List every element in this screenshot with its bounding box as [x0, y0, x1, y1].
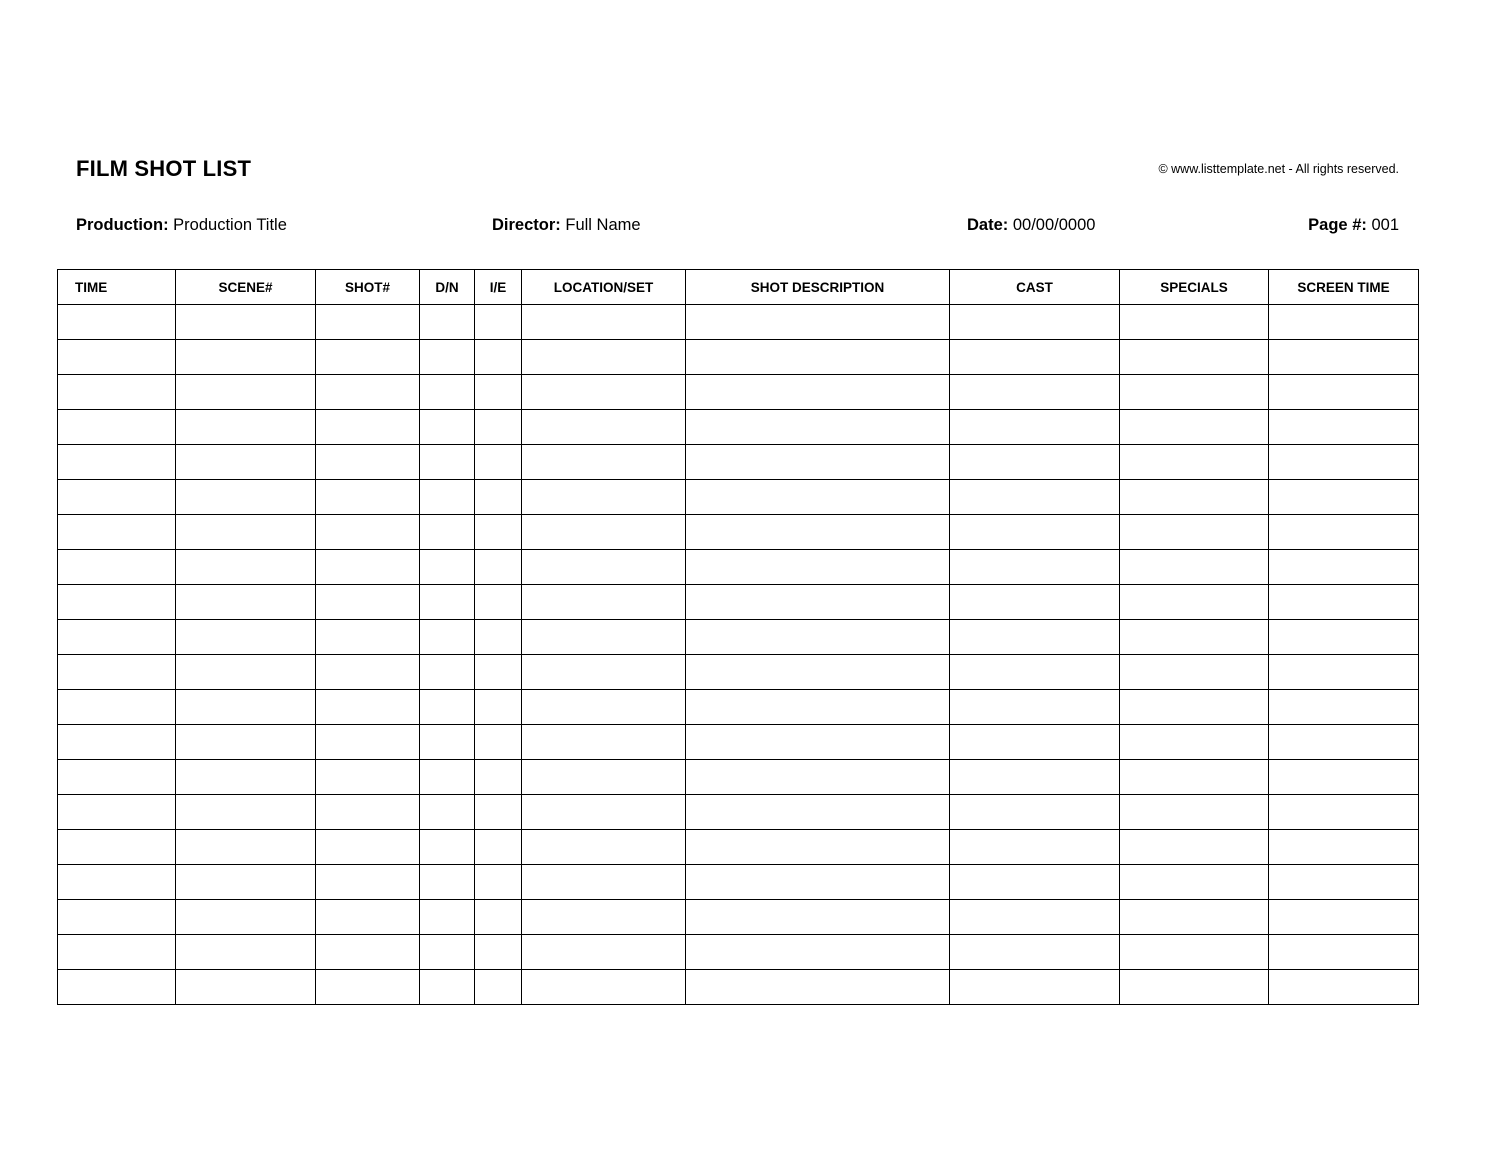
table-cell[interactable] [316, 795, 420, 830]
table-cell[interactable] [1269, 865, 1419, 900]
director-field [492, 216, 641, 235]
table-cell[interactable] [420, 585, 475, 620]
table-cell[interactable] [522, 795, 686, 830]
table-cell[interactable] [1120, 935, 1269, 970]
table-cell[interactable] [176, 340, 316, 375]
table-cell[interactable] [58, 515, 176, 550]
table-cell[interactable] [1120, 970, 1269, 1005]
page-number-label: Page #: [1308, 216, 1367, 234]
table-cell[interactable] [1269, 970, 1419, 1005]
table-cell[interactable] [686, 830, 950, 865]
table-cell[interactable] [316, 620, 420, 655]
table-cell[interactable] [475, 690, 522, 725]
column-header-interior-exterior: I/E [475, 270, 522, 305]
table-cell[interactable] [1120, 690, 1269, 725]
table-cell[interactable] [950, 900, 1120, 935]
table-cell[interactable] [58, 655, 176, 690]
table-cell[interactable] [316, 305, 420, 340]
table-cell[interactable] [420, 900, 475, 935]
table-cell[interactable] [522, 690, 686, 725]
table-row [58, 620, 1419, 655]
table-cell[interactable] [686, 760, 950, 795]
table-cell[interactable] [686, 795, 950, 830]
table-cell[interactable] [950, 515, 1120, 550]
table-cell[interactable] [58, 620, 176, 655]
page-number-value: 001 [1371, 216, 1399, 234]
table-cell[interactable] [686, 900, 950, 935]
table-cell[interactable] [58, 690, 176, 725]
table-cell[interactable] [420, 690, 475, 725]
table-cell[interactable] [58, 900, 176, 935]
table-cell[interactable] [176, 480, 316, 515]
table-cell[interactable] [1269, 900, 1419, 935]
column-header-day-night: D/N [420, 270, 475, 305]
table-cell[interactable] [950, 305, 1120, 340]
table-cell[interactable] [420, 305, 475, 340]
table-cell[interactable] [1269, 515, 1419, 550]
table-cell[interactable] [950, 725, 1120, 760]
table-cell[interactable] [950, 970, 1120, 1005]
table-cell[interactable] [1120, 375, 1269, 410]
table-cell[interactable] [522, 830, 686, 865]
table-cell[interactable] [522, 480, 686, 515]
table-cell[interactable] [176, 515, 316, 550]
table-cell[interactable] [522, 760, 686, 795]
table-cell[interactable] [475, 900, 522, 935]
column-header-shot-description: SHOT DESCRIPTION [686, 270, 950, 305]
table-cell[interactable] [176, 900, 316, 935]
table-cell[interactable] [316, 445, 420, 480]
table-cell[interactable] [176, 585, 316, 620]
table-cell[interactable] [522, 900, 686, 935]
date-value: 00/00/0000 [1012, 216, 1096, 234]
table-cell[interactable] [316, 480, 420, 515]
table-cell[interactable] [522, 725, 686, 760]
table-cell[interactable] [1120, 480, 1269, 515]
table-cell[interactable] [686, 865, 950, 900]
table-row [58, 305, 1419, 340]
table-cell[interactable] [1269, 655, 1419, 690]
table-cell[interactable] [686, 690, 950, 725]
table-cell[interactable] [420, 725, 475, 760]
table-cell[interactable] [1269, 445, 1419, 480]
column-header-screen-time: SCREEN TIME [1269, 270, 1419, 305]
table-cell[interactable] [176, 830, 316, 865]
table-cell[interactable] [522, 445, 686, 480]
table-row [58, 480, 1419, 515]
table-cell[interactable] [316, 585, 420, 620]
table-row [58, 410, 1419, 445]
table-row [58, 340, 1419, 375]
table-cell[interactable] [950, 655, 1120, 690]
table-cell[interactable] [475, 375, 522, 410]
table-row [58, 515, 1419, 550]
table-cell[interactable] [522, 585, 686, 620]
table-cell[interactable] [686, 515, 950, 550]
table-cell[interactable] [58, 410, 176, 445]
table-cell[interactable] [522, 515, 686, 550]
table-cell[interactable] [176, 305, 316, 340]
table-row [58, 445, 1419, 480]
document-title: FILM SHOT LIST [76, 156, 252, 181]
table-cell[interactable] [950, 795, 1120, 830]
table-cell[interactable] [58, 725, 176, 760]
table-cell[interactable] [522, 935, 686, 970]
table-cell[interactable] [686, 620, 950, 655]
table-cell[interactable] [316, 550, 420, 585]
table-cell[interactable] [1269, 305, 1419, 340]
table-cell[interactable] [950, 585, 1120, 620]
table-cell[interactable] [522, 620, 686, 655]
table-cell[interactable] [686, 445, 950, 480]
table-row [58, 550, 1419, 585]
table-cell[interactable] [1269, 935, 1419, 970]
shot-list-body [58, 305, 1419, 1005]
table-cell[interactable] [1120, 620, 1269, 655]
table-cell[interactable] [1269, 795, 1419, 830]
table-cell[interactable] [420, 340, 475, 375]
table-cell[interactable] [1120, 305, 1269, 340]
table-cell[interactable] [58, 865, 176, 900]
table-cell[interactable] [176, 655, 316, 690]
table-cell[interactable] [1269, 340, 1419, 375]
table-cell[interactable] [522, 550, 686, 585]
table-cell[interactable] [1269, 690, 1419, 725]
table-cell[interactable] [176, 725, 316, 760]
table-cell[interactable] [522, 375, 686, 410]
table-cell[interactable] [1269, 620, 1419, 655]
table-row [58, 725, 1419, 760]
table-cell[interactable] [1120, 795, 1269, 830]
table-cell[interactable] [176, 620, 316, 655]
table-cell[interactable] [1120, 445, 1269, 480]
column-header-location-set: LOCATION/SET [522, 270, 686, 305]
table-cell[interactable] [176, 375, 316, 410]
table-row [58, 935, 1419, 970]
table-cell[interactable] [950, 480, 1120, 515]
table-cell[interactable] [475, 410, 522, 445]
table-cell[interactable] [1269, 585, 1419, 620]
table-cell[interactable] [686, 375, 950, 410]
table-cell[interactable] [475, 830, 522, 865]
table-cell[interactable] [1120, 865, 1269, 900]
table-cell[interactable] [420, 480, 475, 515]
table-cell[interactable] [420, 830, 475, 865]
table-cell[interactable] [420, 515, 475, 550]
table-cell[interactable] [1120, 760, 1269, 795]
shot-list-table [57, 269, 1419, 1005]
table-cell[interactable] [950, 375, 1120, 410]
table-cell[interactable] [950, 620, 1120, 655]
table-cell[interactable] [420, 655, 475, 690]
table-cell[interactable] [522, 970, 686, 1005]
table-cell[interactable] [316, 375, 420, 410]
table-cell[interactable] [58, 760, 176, 795]
column-header-specials: SPECIALS [1120, 270, 1269, 305]
table-cell[interactable] [1120, 900, 1269, 935]
table-cell[interactable] [475, 970, 522, 1005]
table-cell[interactable] [522, 410, 686, 445]
table-row [58, 690, 1419, 725]
column-header-shot: SHOT# [316, 270, 420, 305]
table-cell[interactable] [686, 410, 950, 445]
table-cell[interactable] [58, 795, 176, 830]
table-row [58, 585, 1419, 620]
table-cell[interactable] [522, 655, 686, 690]
table-cell[interactable] [950, 445, 1120, 480]
table-cell[interactable] [420, 970, 475, 1005]
table-cell[interactable] [420, 410, 475, 445]
table-cell[interactable] [475, 340, 522, 375]
production-field [76, 216, 287, 235]
table-row [58, 970, 1419, 1005]
table-cell[interactable] [316, 830, 420, 865]
table-cell[interactable] [176, 690, 316, 725]
table-cell[interactable] [522, 865, 686, 900]
table-cell[interactable] [475, 550, 522, 585]
table-cell[interactable] [1269, 760, 1419, 795]
copyright-notice: © www.listtemplate.net - All rights reserved. [1158, 162, 1399, 176]
table-cell[interactable] [1120, 515, 1269, 550]
date-label: Date: [967, 216, 1009, 234]
table-cell[interactable] [58, 305, 176, 340]
table-row [58, 865, 1419, 900]
table-cell[interactable] [1269, 830, 1419, 865]
table-cell[interactable] [316, 725, 420, 760]
table-cell[interactable] [1120, 585, 1269, 620]
table-cell[interactable] [686, 935, 950, 970]
table-cell[interactable] [420, 550, 475, 585]
table-cell[interactable] [420, 865, 475, 900]
table-row [58, 760, 1419, 795]
table-cell[interactable] [950, 690, 1120, 725]
table-cell[interactable] [316, 760, 420, 795]
table-cell[interactable] [686, 305, 950, 340]
table-cell[interactable] [420, 375, 475, 410]
table-cell[interactable] [686, 970, 950, 1005]
column-header-time: TIME [58, 270, 176, 305]
table-cell[interactable] [316, 655, 420, 690]
table-cell[interactable] [1269, 550, 1419, 585]
table-cell[interactable] [420, 445, 475, 480]
table-cell[interactable] [316, 900, 420, 935]
table-row [58, 655, 1419, 690]
table-cell[interactable] [316, 340, 420, 375]
table-cell[interactable] [1269, 480, 1419, 515]
table-cell[interactable] [58, 830, 176, 865]
table-cell[interactable] [176, 760, 316, 795]
table-cell[interactable] [475, 725, 522, 760]
table-cell[interactable] [58, 970, 176, 1005]
table-cell[interactable] [316, 515, 420, 550]
table-cell[interactable] [950, 830, 1120, 865]
table-cell[interactable] [176, 935, 316, 970]
table-cell[interactable] [1120, 725, 1269, 760]
table-cell[interactable] [1120, 550, 1269, 585]
column-header-cast: CAST [950, 270, 1120, 305]
table-row [58, 795, 1419, 830]
table-cell[interactable] [950, 865, 1120, 900]
table-cell[interactable] [475, 935, 522, 970]
table-cell[interactable] [58, 480, 176, 515]
table-cell[interactable] [176, 970, 316, 1005]
table-cell[interactable] [475, 620, 522, 655]
director-label: Director: [492, 216, 561, 234]
table-cell[interactable] [1269, 410, 1419, 445]
table-header-row [58, 270, 1419, 305]
table-cell[interactable] [950, 550, 1120, 585]
production-label: Production: [76, 216, 169, 234]
table-cell[interactable] [950, 410, 1120, 445]
table-cell[interactable] [475, 305, 522, 340]
table-cell[interactable] [475, 515, 522, 550]
table-cell[interactable] [58, 340, 176, 375]
table-cell[interactable] [58, 550, 176, 585]
table-cell[interactable] [420, 935, 475, 970]
table-cell[interactable] [58, 445, 176, 480]
table-cell[interactable] [522, 340, 686, 375]
column-header-scene: SCENE# [176, 270, 316, 305]
table-row [58, 900, 1419, 935]
table-cell[interactable] [522, 305, 686, 340]
table-cell[interactable] [475, 445, 522, 480]
table-cell[interactable] [1269, 375, 1419, 410]
table-cell[interactable] [686, 585, 950, 620]
table-cell[interactable] [950, 935, 1120, 970]
table-cell[interactable] [176, 865, 316, 900]
table-cell[interactable] [686, 340, 950, 375]
table-cell[interactable] [686, 480, 950, 515]
table-cell[interactable] [316, 410, 420, 445]
table-cell[interactable] [420, 795, 475, 830]
director-value: Full Name [565, 216, 641, 234]
table-cell[interactable] [475, 865, 522, 900]
table-cell[interactable] [1120, 340, 1269, 375]
table-cell[interactable] [950, 340, 1120, 375]
table-cell[interactable] [686, 725, 950, 760]
table-cell[interactable] [316, 865, 420, 900]
table-cell[interactable] [58, 585, 176, 620]
table-cell[interactable] [58, 375, 176, 410]
table-cell[interactable] [475, 760, 522, 795]
table-cell[interactable] [1120, 655, 1269, 690]
table-cell[interactable] [1120, 410, 1269, 445]
table-cell[interactable] [1120, 830, 1269, 865]
table-cell[interactable] [176, 410, 316, 445]
table-row [58, 830, 1419, 865]
table-cell[interactable] [950, 760, 1120, 795]
table-cell[interactable] [176, 445, 316, 480]
table-cell[interactable] [176, 795, 316, 830]
date-field [967, 216, 1095, 235]
table-cell[interactable] [475, 480, 522, 515]
table-cell[interactable] [475, 585, 522, 620]
table-cell[interactable] [316, 935, 420, 970]
table-cell[interactable] [1269, 725, 1419, 760]
table-row [58, 375, 1419, 410]
table-cell[interactable] [316, 970, 420, 1005]
table-cell[interactable] [475, 795, 522, 830]
table-cell[interactable] [686, 550, 950, 585]
table-cell[interactable] [176, 550, 316, 585]
table-cell[interactable] [58, 935, 176, 970]
table-cell[interactable] [686, 655, 950, 690]
table-cell[interactable] [420, 620, 475, 655]
table-cell[interactable] [475, 655, 522, 690]
page-number-field [1308, 216, 1399, 235]
table-cell[interactable] [420, 760, 475, 795]
table-cell[interactable] [316, 690, 420, 725]
production-value: Production Title [173, 216, 287, 234]
